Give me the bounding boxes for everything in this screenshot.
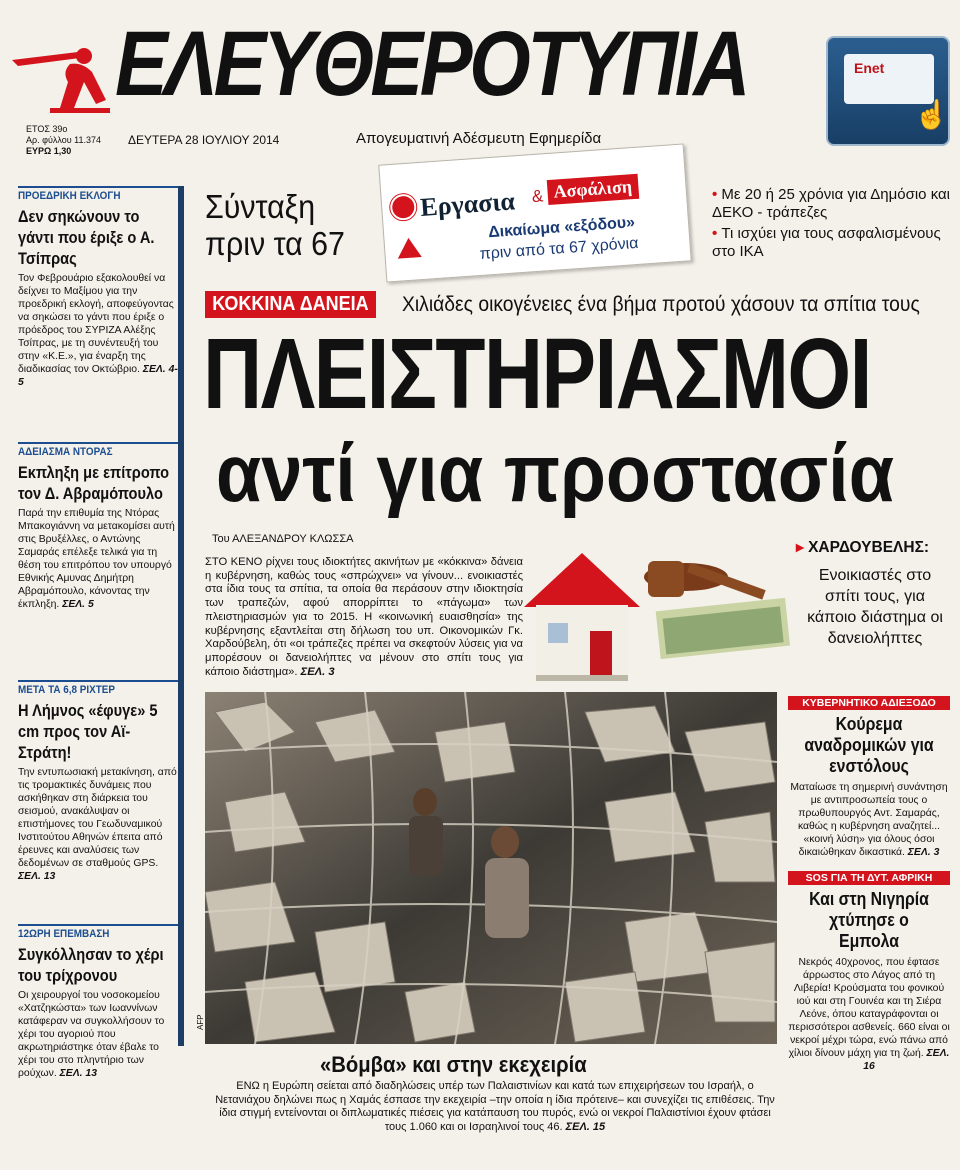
- story-headline: Και στη Νιγηρία χτύπησε ο Εμπολα: [809, 889, 929, 951]
- left-story-1: [18, 186, 178, 389]
- story-headline: Κούρεμα αναδρομικών για ενστόλους: [804, 714, 934, 776]
- main-story-kicker: Χιλιάδες οικογένειες ένα βήμα προτού χάσουν τα σπίτια τους: [402, 293, 920, 316]
- hand-cursor-icon: ☝: [914, 99, 949, 130]
- teaser-bullet: • Με 20 ή 25 χρόνια για Δημόσιο και ΔΕΚΟ - τράπεζες: [712, 186, 951, 221]
- side-quote-text: Ενοικιαστές στο σπίτι τους, για κάποιο διάστημα οι δανειολήπτες: [807, 567, 943, 647]
- page-ref: ΣΕΛ. 4-5: [18, 364, 178, 388]
- story-kicker: SOS ΓΙΑ ΤΗ ΔΥΤ. ΑΦΡΙΚΗ: [788, 871, 950, 885]
- story-headline: Συγκόλλησαν το χέρι του τρίχρονου: [18, 945, 164, 985]
- house-gavel-illustration: [518, 535, 794, 695]
- side-quote-label: ▸ ΧΑΡΔΟΥΒΕΛΗΣ:: [796, 539, 930, 556]
- photo-caption-title: «Βόμβα» και στην εκεχειρία: [320, 1052, 587, 1077]
- logo-discus-thrower: [10, 38, 118, 114]
- story-kicker: ΚΥΒΕΡΝΗΤΙΚΟ ΑΔΙΕΞΟΔΟ: [788, 696, 950, 710]
- issue-year: ΕΤΟΣ 39ο: [26, 124, 68, 134]
- page-ref: ΣΕΛ. 16: [863, 1048, 950, 1072]
- supplement-line-2: πριν από τα 67 χρόνια: [479, 234, 639, 263]
- story-headline: Η Λήμνος «έφυγε» 5 cm προς τον Αϊ-Στράτη!: [18, 701, 158, 762]
- supplement-badge-icon: [389, 193, 417, 221]
- teaser-line-2: πριν τα 67: [205, 225, 345, 262]
- left-story-3: [18, 680, 178, 883]
- supplement-title: Εργασια: [419, 186, 516, 222]
- left-story-4: [18, 924, 178, 1080]
- main-story-body: ΣΤΟ ΚΕΝΟ ρίχνει τους ιδιοκτήτες ακινήτων με «κόκκινα» δάνεια η κυβέρνηση, καθώς τους «σπρώχνει» να γίνουν... ενοικιαστές στα ίδια τους τα σπίτια, τα οποία θα περάσουν στην ιδιοκτησία των τραπεζών, αφού απορρίπτει το «πάγωμα» των πλειστηριασμών για το 2015. Η «κοινωνική ευαισθησία» της κυβέρνησης εξαντλείται στη δήλωση του υπ. Οικονομικών Γκ. Χαρδούβελη, ότι «οι τράπεζες πρέπει να σκεφτούν λύσεις για να μπορέσουν οι δανειολήπτες να μένουν στο σπίτι τους για κάποιο διάστημα». ΣΕΛ. 3: [205, 556, 523, 678]
- photo-caption-body: ΕΝΩ η Ευρώπη σείεται από διαδηλώσεις υπέρ των Παλαιστινίων και κατά των επιχειρήσεων του Ισραήλ, ο Νετανιάχου δηλώνει πως η Χαμάς έσπασε την εκεχειρία –την οποία η ίδια πρότεινε– και συνεχίζει τις επιθέσεις. Την ίδια στιγμή εντείνονται οι διπλωματικές πιέσεις για κατάπαυση του πυρός, ενώ οι νεκροί Παλαιστίνιοι έχουν φτάσει τους 1.060 και οι Ισραηλινοί τους 46. ΣΕΛ. 15: [215, 1080, 775, 1133]
- enet-label: Enet: [854, 60, 885, 76]
- masthead-title: ΕΛΕΥΘΕΡΟΤΥΠΙΑ: [115, 13, 748, 115]
- bullet-icon: •: [712, 225, 722, 242]
- issue-meta: [26, 124, 101, 157]
- story-kicker: ΑΔΕΙΑΣΜΑ ΝΤΟΡΑΣ: [18, 446, 113, 458]
- page-ref: ΣΕΛ. 3: [907, 847, 940, 858]
- story-headline: Δεν σηκώνουν το γάντι που έριξε ο Α. Τσίπρας: [18, 207, 155, 268]
- page-ref: ΣΕΛ. 13: [59, 1068, 97, 1079]
- main-headline: ΠΛΕΙΣΤΗΡΙΑΣΜΟΙ: [203, 318, 871, 430]
- right-column: [788, 696, 950, 1073]
- page-ref: ΣΕΛ. 15: [565, 1120, 606, 1133]
- story-body: Τον Φεβρουάριο εξακολουθεί να δείχνει το Μαξίμου για την προεδρική εκλογή, αποφεύγοντας να σηκώσει το γάντι που έριξε ο πρόεδρος του ΣΥΡΙΖΑ Αλέξης Τσίπρας, με τη συνέντευξή του στην «Κ.Ε.», για έναρξη της διαδικασίας τον Οκτώβριο.: [18, 273, 174, 375]
- enet-promo: [826, 36, 950, 146]
- supplement-ampersand: &: [531, 186, 544, 207]
- issue-date: ΔΕΥΤΕΡΑ 28 ΙΟΥΛΙΟΥ 2014: [128, 133, 280, 147]
- teaser-bullets: [712, 186, 952, 264]
- pension-teaser-title: [205, 188, 345, 262]
- story-body: Παρά την επιθυμία της Ντόρας Μπακογιάννη να μετακομίσει αυτή στις Βρυξέλλες, ο Αντώνης Σαμαράς επέλεξε τελικά για τη θέση του επιτρόπου τον υπουργό Εθνικής Αμυνας Δημήτρη Αβραμόπουλο, κάνοντας την έκπληξη.: [18, 508, 175, 610]
- story-body: Νεκρός 40χρονος, που έφτασε άρρωστος στο Λάγος από τη Λιβερία! Κρούσματα του φονικού ιού και στη Γουινέα και τη Σιέρα Λεόνε, όπου καταγράφονται οι περισσότεροι ασθενείς. 660 είναι οι νεκροί μέχρι τώρα, ενώ πάνω από χίλιοι δίνουν μάχη για τη ζωή.: [788, 957, 950, 1059]
- story-kicker: ΠΡΟΕΔΡΙΚΗ ΕΚΛΟΓΗ: [18, 190, 121, 202]
- left-column-divider: [178, 186, 184, 1046]
- right-story-1: [788, 696, 950, 859]
- gaza-rubble-photo: [205, 692, 777, 1044]
- story-body: Οι χειρουργοί του νοσοκομείου «Χατζηκώστα» των Ιωαννίνων κατάφεραν να συγκολλήσουν το χέρι του αγοριού που ακρωτηριάστηκε όταν έβαλε το χέρι του στο πληντήριο των ρούχων.: [18, 990, 165, 1079]
- issue-number: Αρ. φύλλου 11.374: [26, 135, 102, 145]
- story-kicker: ΜΕΤΑ ΤΑ 6,8 ΡΙΧΤΕΡ: [18, 684, 116, 696]
- main-headline-2: αντί για προστασία: [216, 428, 895, 519]
- story-body: Την εντυπωσιακή μετακίνηση, από τις τρομακτικές δυνάμεις που ασκήθηκαν στη διάρκεια του σεισμού, ανακάλυψαν οι επιστήμονες του Γεωδυναμικού Ινστιτούτου Αθηνών έπειτα από έρευνες και αναλύσεις των δεδομένων σε σταθμούς GPS.: [18, 767, 177, 869]
- page-ref: ΣΕΛ. 3: [300, 665, 335, 678]
- right-story-2: [788, 871, 950, 1073]
- page-ref: ΣΕΛ. 5: [62, 599, 94, 610]
- warning-sign-icon: [396, 237, 421, 259]
- main-story-tag: ΚΟΚΚΙΝΑ ΔΑΝΕΙΑ: [205, 291, 376, 318]
- bullet-icon: •: [712, 186, 722, 203]
- supplement-cover: [378, 143, 691, 282]
- supplement-title-2: Ασφάλιση: [547, 174, 639, 205]
- left-column: [18, 186, 178, 1079]
- masthead-subtitle: Απογευματινή Αδέσμευτη Εφημερίδα: [356, 130, 602, 147]
- teaser-bullet: • Τι ισχύει για τους ασφαλισμένους στο ΙΚΑ: [712, 225, 941, 260]
- supplement-line-1: Δικαίωμα «εξόδου»: [487, 214, 636, 242]
- page-ref: ΣΕΛ. 13: [18, 871, 56, 882]
- story-body: Ματαίωσε τη σημερινή συνάντηση με αντιπροσωπεία τους ο πρωθυπουργός Αντ. Σαμαράς, καθώς η κυβέρνηση αναζητεί... «κοινή λύση» για όλους όσοι δικαιώθηκαν δικαστικά.: [790, 782, 948, 858]
- photo-credit: AFP: [196, 1014, 205, 1030]
- story-kicker: 12ΩΡΗ ΕΠΕΜΒΑΣΗ: [18, 928, 110, 940]
- arrow-icon: ▸: [796, 539, 804, 556]
- left-story-2: [18, 442, 178, 611]
- byline: Του ΑΛΕΞΑΝΔΡΟΥ ΚΛΩΣΣΑ: [212, 533, 354, 545]
- teaser-line-1: Σύνταξη: [205, 188, 316, 225]
- story-headline: Εκπληξη με επίτροπο τον Δ. Αβραμόπουλο: [18, 463, 170, 503]
- issue-price: ΕΥΡΩ 1,30: [26, 146, 72, 156]
